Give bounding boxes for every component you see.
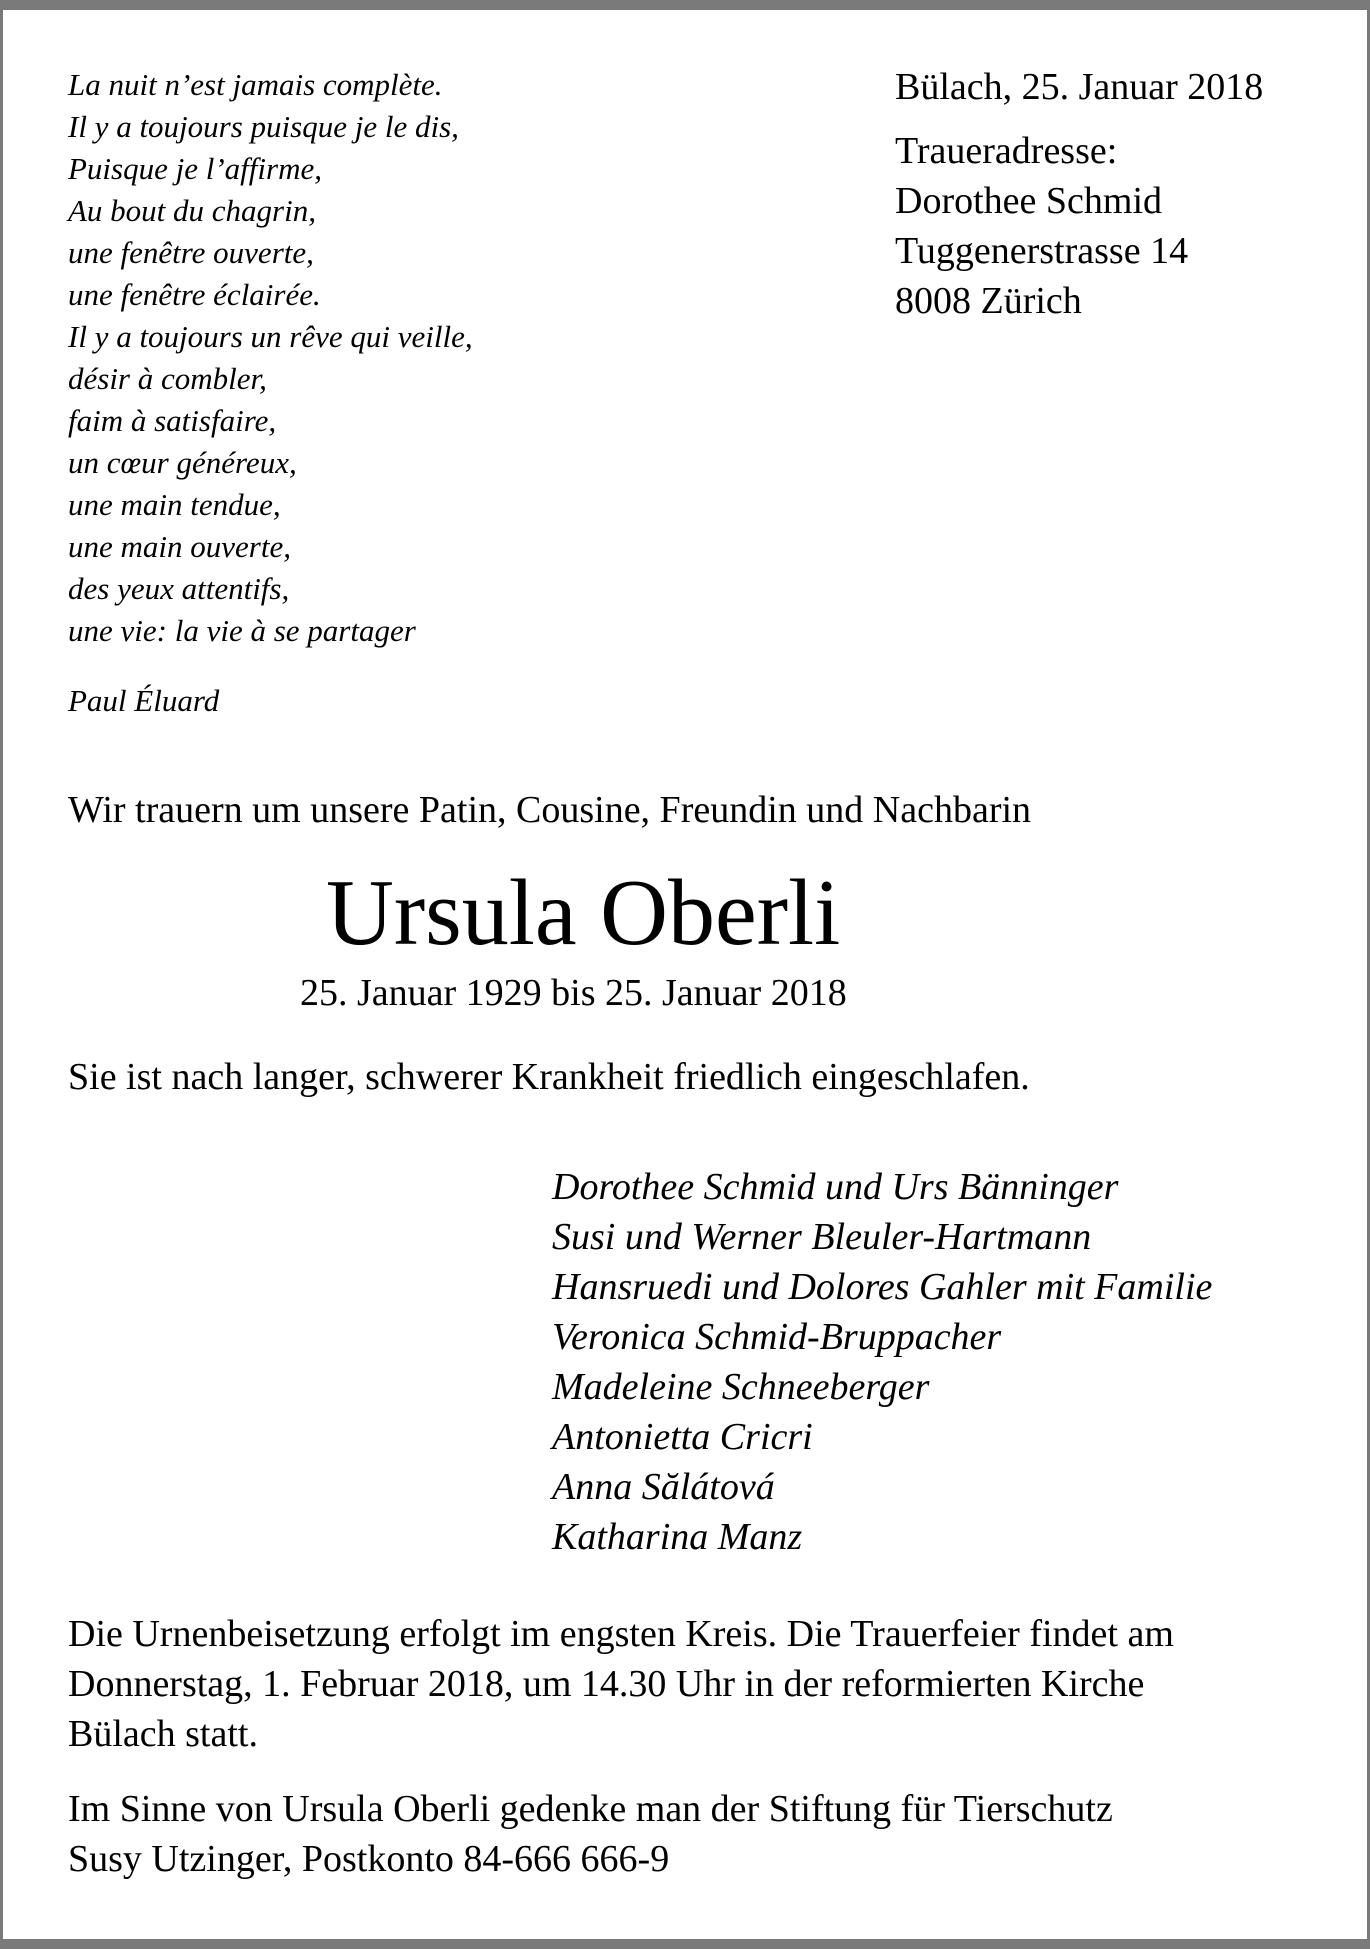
poem-line: Il y a toujours puisque je le dis, xyxy=(68,109,459,144)
mourner-name: Dorothee Schmid und Urs Bänninger xyxy=(552,1166,1119,1208)
life-dates: 25. Januar 1929 bis 25. Januar 2018 xyxy=(300,972,847,1014)
poem-line: une vie: la vie à se partager xyxy=(68,613,416,648)
poem-line: une fenêtre éclairée. xyxy=(68,277,321,312)
poem-author: Paul Éluard xyxy=(68,683,220,718)
poem-line: La nuit n’est jamais complète. xyxy=(68,67,443,102)
poem xyxy=(68,64,473,652)
poem-line: Puisque je l’affirme, xyxy=(68,151,322,186)
address-line: Traueradresse: xyxy=(895,130,1118,172)
mourning-address xyxy=(895,126,1188,326)
donation-line: Susy Utzinger, Postkonto 84-666 666-9 xyxy=(68,1838,670,1880)
ceremony-line: Die Urnenbeisetzung erfolgt im engsten Kreis. Die Trauerfeier findet am xyxy=(68,1613,1174,1655)
mourner-name: Hansruedi und Dolores Gahler mit Familie xyxy=(552,1266,1213,1308)
mourner-name: Susi und Werner Bleuler-Hartmann xyxy=(552,1216,1092,1258)
announcement-intro: Wir trauern um unsere Patin, Cousine, Freundin und Nachbarin xyxy=(68,789,1032,831)
address-line: Tuggenerstrasse 14 xyxy=(895,230,1189,272)
poem-line: désir à combler, xyxy=(68,361,267,396)
poem-line: un cœur généreux, xyxy=(68,445,297,480)
donation-info xyxy=(68,1784,1113,1884)
mourner-name: Katharina Manz xyxy=(552,1516,803,1558)
poem-line: une main ouverte, xyxy=(68,529,291,564)
address-line: 8008 Zürich xyxy=(895,280,1082,322)
mourner-name: Anna Sălátová xyxy=(552,1466,775,1508)
poem-line: des yeux attentifs, xyxy=(68,571,290,606)
mourner-name: Veronica Schmid-Bruppacher xyxy=(552,1316,1002,1358)
ceremony-info xyxy=(68,1609,1174,1759)
poem-line: Au bout du chagrin, xyxy=(68,193,316,228)
ceremony-line: Bülach statt. xyxy=(68,1713,258,1755)
address-line: Dorothee Schmid xyxy=(895,180,1163,222)
mourners-list xyxy=(552,1162,1212,1562)
mourner-name: Antonietta Cricri xyxy=(552,1416,813,1458)
ceremony-line: Donnerstag, 1. Februar 2018, um 14.30 Uhr in der reformierten Kirche xyxy=(68,1663,1145,1705)
donation-line: Im Sinne von Ursula Oberli gedenke man der Stiftung für Tierschutz xyxy=(68,1788,1113,1830)
poem-line: une fenêtre ouverte, xyxy=(68,235,314,270)
death-statement: Sie ist nach langer, schwerer Krankheit friedlich eingeschlafen. xyxy=(68,1056,1030,1098)
deceased-name: Ursula Oberli xyxy=(326,861,841,965)
poem-line: faim à satisfaire, xyxy=(68,403,277,438)
mourner-name: Madeleine Schneeberger xyxy=(552,1366,930,1408)
poem-line: une main tendue, xyxy=(68,487,281,522)
poem-line: Il y a toujours un rêve qui veille, xyxy=(68,319,473,354)
place-date: Bülach, 25. Januar 2018 xyxy=(895,66,1264,108)
